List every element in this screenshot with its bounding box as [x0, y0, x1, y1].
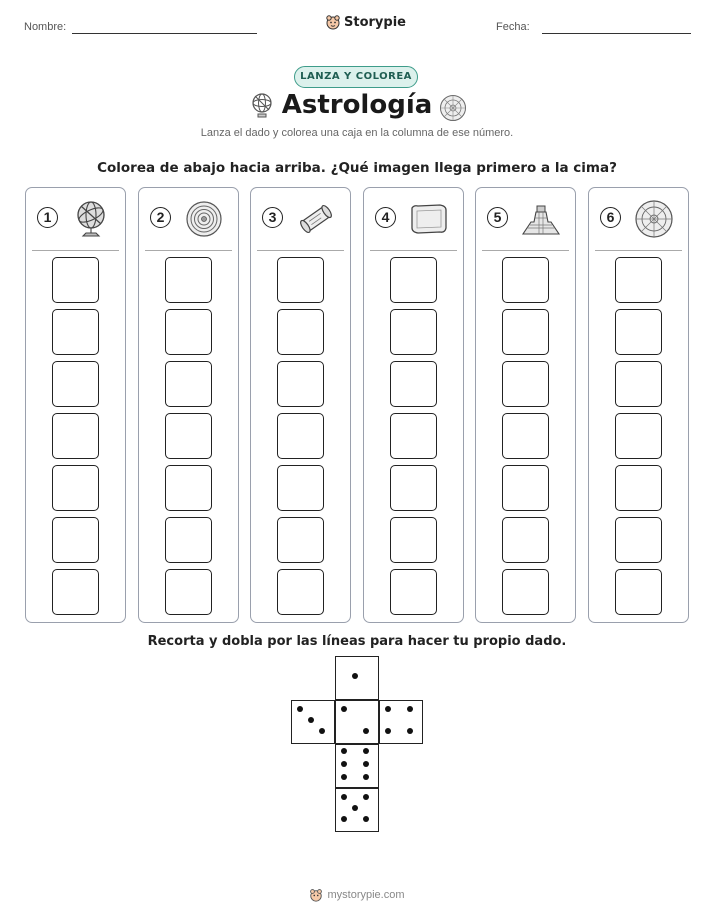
coloring-instruction: Colorea de abajo hacia arriba. ¿Qué imagen llega primero a la cima?	[97, 160, 617, 176]
color-box[interactable]	[615, 517, 662, 563]
scroll-icon	[295, 198, 337, 240]
column-divider	[482, 250, 569, 251]
column-1	[25, 187, 126, 623]
color-box[interactable]	[390, 465, 437, 511]
color-box[interactable]	[165, 309, 212, 355]
dice-instruction: Recorta y dobla por las líneas para hacer tu propio dado.	[147, 634, 567, 649]
color-box[interactable]	[277, 517, 324, 563]
zodiac-wheel-icon	[439, 94, 467, 122]
column-divider	[145, 250, 232, 251]
dice-pip	[363, 774, 369, 780]
color-box[interactable]	[615, 465, 662, 511]
color-box[interactable]	[165, 569, 212, 615]
column-number: 5	[487, 207, 508, 228]
dice-pip	[363, 728, 369, 734]
dice-pip	[385, 728, 391, 734]
brand-name: Storypie	[344, 14, 406, 30]
dice-pip	[341, 761, 347, 767]
color-box[interactable]	[277, 361, 324, 407]
footer	[0, 888, 714, 902]
dice-face-3	[291, 700, 335, 744]
dice-pip	[319, 728, 325, 734]
color-box[interactable]	[277, 465, 324, 511]
zodiac-wheel-icon	[633, 198, 675, 240]
color-box[interactable]	[52, 413, 99, 459]
color-box[interactable]	[52, 361, 99, 407]
column-3	[250, 187, 351, 623]
color-box[interactable]	[52, 309, 99, 355]
column-6	[588, 187, 689, 623]
dice-pip	[407, 728, 413, 734]
dice-pip	[363, 761, 369, 767]
column-2	[138, 187, 239, 623]
name-label: Nombre:	[24, 21, 67, 33]
storypie-mascot-icon	[309, 888, 323, 902]
color-box[interactable]	[52, 569, 99, 615]
column-number: 4	[375, 207, 396, 228]
dice-pip	[352, 673, 358, 679]
color-box[interactable]	[165, 257, 212, 303]
dice-face-6	[335, 744, 379, 788]
color-box[interactable]	[502, 413, 549, 459]
color-box[interactable]	[502, 517, 549, 563]
column-number: 6	[600, 207, 621, 228]
footer-url[interactable]: mystorypie.com	[327, 889, 405, 901]
dice-pip	[297, 706, 303, 712]
dice-pip	[363, 816, 369, 822]
color-box[interactable]	[502, 309, 549, 355]
armillary-globe-icon	[70, 198, 112, 240]
color-box[interactable]	[615, 361, 662, 407]
color-box[interactable]	[502, 465, 549, 511]
brand-logo	[325, 14, 406, 30]
color-box[interactable]	[277, 309, 324, 355]
dice-face-4	[379, 700, 423, 744]
dice-face-1	[335, 656, 379, 700]
name-line[interactable]	[72, 33, 257, 34]
color-box[interactable]	[615, 413, 662, 459]
color-box[interactable]	[165, 465, 212, 511]
color-box[interactable]	[165, 517, 212, 563]
color-box[interactable]	[277, 569, 324, 615]
color-box[interactable]	[52, 257, 99, 303]
color-box[interactable]	[390, 361, 437, 407]
dice-pip	[341, 794, 347, 800]
dice-pip	[363, 748, 369, 754]
color-box[interactable]	[390, 569, 437, 615]
dice-pip	[341, 706, 347, 712]
color-box[interactable]	[615, 309, 662, 355]
date-label: Fecha:	[496, 21, 530, 33]
color-box[interactable]	[390, 413, 437, 459]
activity-badge: LANZA Y COLOREA	[294, 66, 418, 88]
color-box[interactable]	[52, 465, 99, 511]
column-divider	[370, 250, 457, 251]
dice-pip	[341, 748, 347, 754]
dice-pip	[341, 816, 347, 822]
color-box[interactable]	[390, 309, 437, 355]
dice-pip	[363, 794, 369, 800]
column-divider	[595, 250, 682, 251]
color-box[interactable]	[502, 569, 549, 615]
color-box[interactable]	[165, 361, 212, 407]
column-5	[475, 187, 576, 623]
color-box[interactable]	[615, 257, 662, 303]
column-4	[363, 187, 464, 623]
color-box[interactable]	[502, 361, 549, 407]
color-box[interactable]	[165, 413, 212, 459]
color-box[interactable]	[52, 517, 99, 563]
column-divider	[32, 250, 119, 251]
color-box[interactable]	[502, 257, 549, 303]
dice-pip	[385, 706, 391, 712]
column-number: 2	[150, 207, 171, 228]
date-line[interactable]	[542, 33, 691, 34]
stone-tablet-icon	[408, 198, 450, 240]
dice-face-5	[335, 788, 379, 832]
dice-pip	[308, 717, 314, 723]
dice-pip	[341, 774, 347, 780]
subtitle: Lanza el dado y colorea una caja en la columna de ese número.	[200, 127, 514, 139]
color-box[interactable]	[390, 517, 437, 563]
dice-face-2	[335, 700, 379, 744]
color-box[interactable]	[390, 257, 437, 303]
color-box[interactable]	[277, 413, 324, 459]
column-number: 1	[37, 207, 58, 228]
dice-pip	[407, 706, 413, 712]
page-title: Astrología	[281, 90, 433, 120]
color-box[interactable]	[615, 569, 662, 615]
color-box[interactable]	[277, 257, 324, 303]
column-number: 3	[262, 207, 283, 228]
pyramid-icon	[520, 198, 562, 240]
concentric-rings-icon	[183, 198, 225, 240]
storypie-mascot-icon	[325, 14, 341, 30]
column-divider	[257, 250, 344, 251]
dice-pip	[352, 805, 358, 811]
